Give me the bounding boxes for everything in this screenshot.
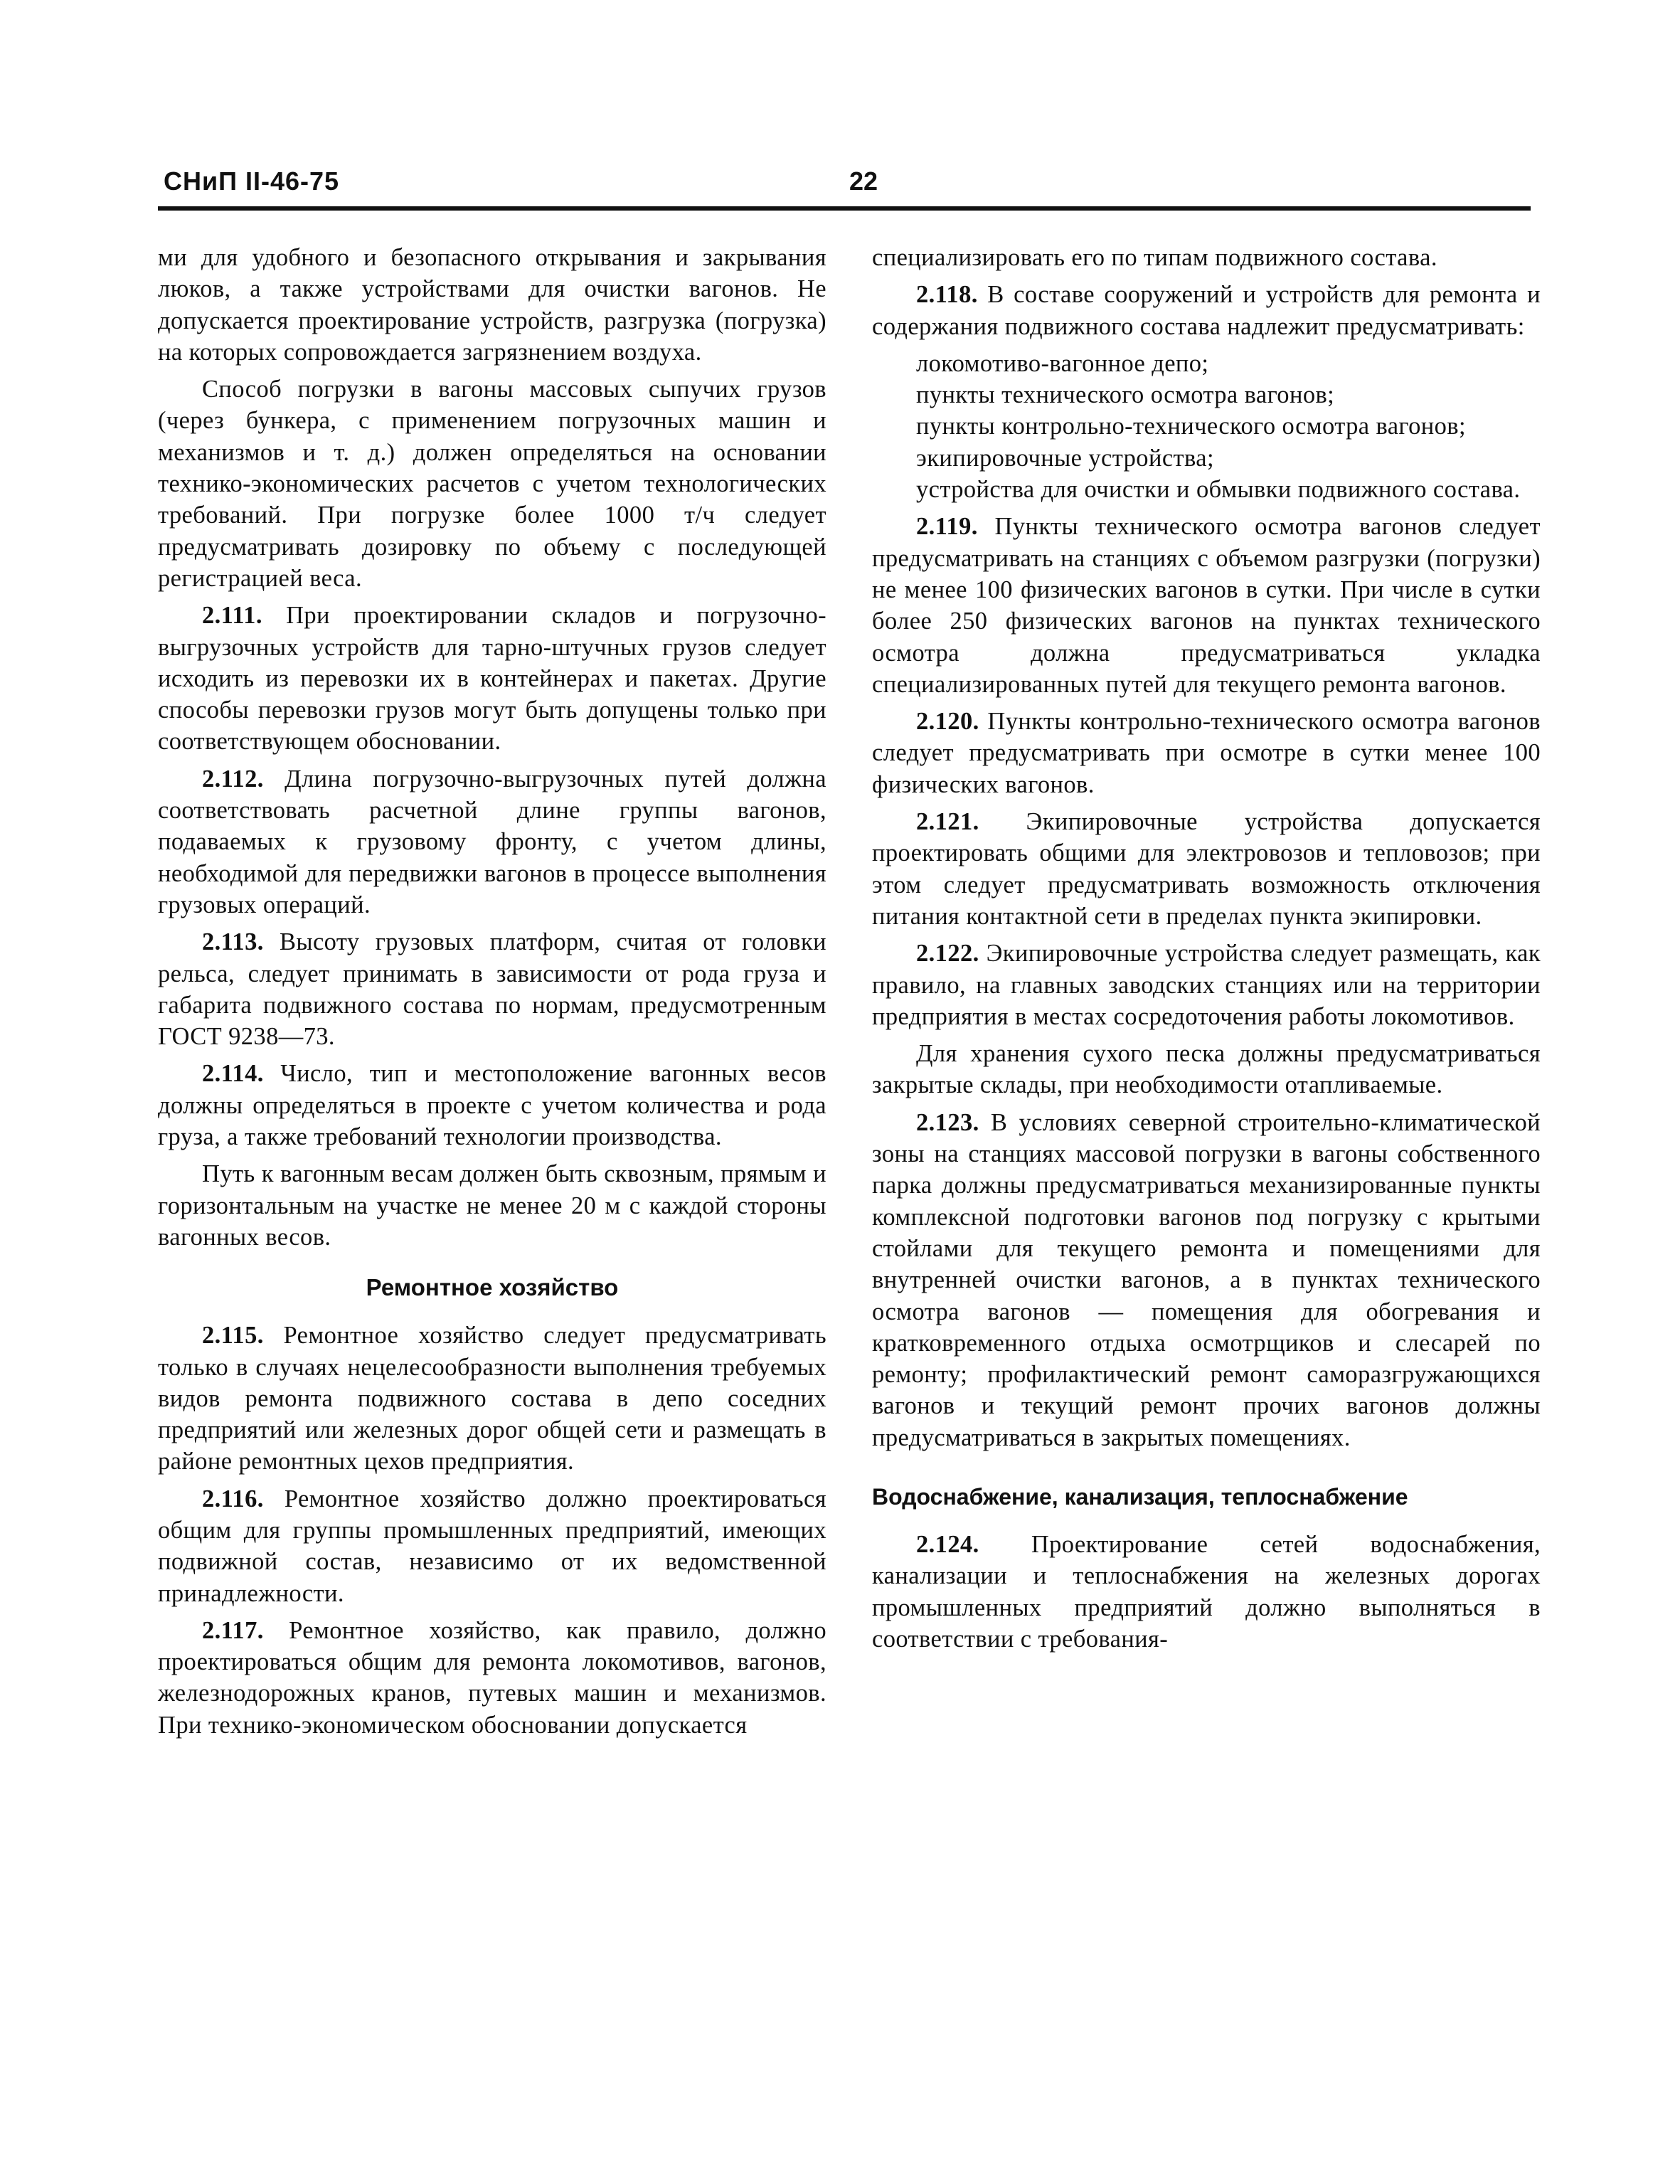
clause-number: 2.121. <box>916 808 979 836</box>
clause-number: 2.123. <box>916 1108 979 1136</box>
clause-2-115 <box>158 1320 826 1477</box>
paragraph-loading-method: Способ погрузки в вагоны массовых сыпучих грузов (через бункера, с применением погрузочных машин и механизмов и т. д.) должен определяться на основании технико-экономических расчетов с учетом технологических требований. При погрузке более 1000 т/ч следует предусматривать дозировку по объему с последующей регистрацией веса. <box>158 376 826 592</box>
clause-2-113 <box>158 926 826 1052</box>
list-item: пункты контрольно-технического осмотра вагонов; <box>916 413 1466 440</box>
clause-text: Ремонтное хозяйство, как правило, должно проектироваться общим для ремонта локомотивов, вагонов, железнодорожных кранов, путевых машин и механизмов. При технико-экономическом обосновании допускается <box>158 1616 826 1739</box>
clause-text: Проектирование сетей водоснабжения, канализации и теплоснабжения на железных дорогах промышленных предприятий должно выполняться в соответствии с требования- <box>872 1530 1541 1653</box>
paragraph-continuation: ми для удобного и безопасного открывания и закрывания люков, а также устройствами для очистки вагонов. Не допускается проектирование устройств, разгрузка (погрузка) на которых сопровождается загрязнением воздуха. <box>158 244 826 366</box>
clause-number: 2.115. <box>202 1322 264 1350</box>
left-column <box>158 242 826 2077</box>
clause-number: 2.116. <box>202 1485 264 1512</box>
clause-text: Пункты технического осмотра вагонов следует предусматривать на станциях с объемом разгрузки (погрузки) не менее 100 физических вагонов в сутки. При числе в сутки более 250 физических вагонов на пунктах технического осмотра должна предусматриваться укладка специализированных путей для текущего ремонта вагонов. <box>872 513 1541 698</box>
section-heading-water-supply: Водоснабжение, канализация, теплоснабжение <box>872 1483 1408 1510</box>
clause-2-120 <box>872 706 1541 800</box>
clause-2-119 <box>872 511 1541 700</box>
clause-2-123 <box>872 1107 1541 1453</box>
clause-number: 2.122. <box>916 940 979 968</box>
paragraph-sand-storage: Для хранения сухого песка должны предусматриваться закрытые склады, при необходимости отапливаемые. <box>872 1040 1541 1099</box>
list-item: пункты технического осмотра вагонов; <box>916 381 1335 409</box>
clause-2-118 <box>872 279 1541 342</box>
list-item: экипировочные устройства; <box>916 444 1214 472</box>
clause-2-122 <box>872 938 1541 1032</box>
document-code: СНиП II-46-75 <box>164 166 340 196</box>
clause-2-124 <box>872 1529 1541 1655</box>
clause-text: Ремонтное хозяйство следует предусматривать только в случаях нецелесообразности выполнения требуемых видов ремонта подвижного состава в депо соседних предприятий или железных дорог общей сети и размещать в районе ремонтных цехов предприятия. <box>158 1322 826 1475</box>
clause-text: В составе сооружений и устройств для ремонта и содержания подвижного состава надлежит предусматривать: <box>872 281 1541 340</box>
clause-text: Экипировочные устройства допускается проектировать общими для электровозов и тепловозов; при этом следует предусматривать возможность отключения питания контактной сети в пределах пункта экипировки. <box>872 808 1541 930</box>
clause-text: Ремонтное хозяйство должно проектироваться общим для группы промышленных предприятий, имеющих подвижной состав, независимо от их ведомственной принадлежности. <box>158 1485 826 1607</box>
clause-2-117 <box>158 1615 826 1741</box>
clause-number: 2.112. <box>202 765 264 793</box>
right-column <box>872 242 1541 2077</box>
clause-text: Экипировочные устройства следует размещать, как правило, на главных заводских станциях или на территории предприятия в местах сосредоточения работы локомотивов. <box>872 940 1541 1030</box>
clause-text: Длина погрузочно-выгрузочных путей должна соответствовать расчетной длине группы вагонов, подаваемых к грузовому фронту, с учетом длины, необходимой для передвижки вагонов в процессе выполнения грузовых операций. <box>158 765 826 918</box>
clause-number: 2.113. <box>202 928 264 956</box>
clause-number: 2.117. <box>202 1616 264 1644</box>
clause-2-116 <box>158 1483 826 1609</box>
clause-number: 2.119. <box>916 513 978 541</box>
header-rule <box>158 206 1531 211</box>
page-number: 22 <box>849 166 878 196</box>
clause-2-111 <box>158 600 826 757</box>
clause-2-114 <box>158 1058 826 1152</box>
clause-number: 2.120. <box>916 708 979 736</box>
paragraph-continuation: специализировать его по типам подвижного состава. <box>872 244 1437 271</box>
clause-number: 2.118. <box>916 281 978 309</box>
clause-number: 2.124. <box>916 1530 979 1558</box>
list-item: локомотиво-вагонное депо; <box>916 349 1209 377</box>
clause-text: Высоту грузовых платформ, считая от головки рельса, следует принимать в зависимости от рода груза и габарита подвижного состава по нормам, предусмотренным ГОСТ 9238—73. <box>158 928 826 1051</box>
clause-2-121 <box>872 806 1541 932</box>
clause-text: В условиях северной строительно-климатической зоны на станциях массовой погрузки в вагоны собственного парка должны предусматриваться механизированные пункты комплексной подготовки вагонов под погрузку с крытыми стойлами для текущего ремонта и помещениями для внутренней очистки вагонов, а в пунктах технического осмотра вагонов — помещения для обогревания и кратковременного отдыха осмотрщиков и слесарей по ремонту; профилактический ремонт саморазгружающихся вагонов и текущий ремонт прочих вагонов должны предусматриваться в закрытых помещениях. <box>872 1108 1541 1451</box>
list-item: устройства для очистки и обмывки подвижного состава. <box>916 476 1521 504</box>
paragraph-scales-path: Путь к вагонным весам должен быть сквозным, прямым и горизонтальным на участке не менее 20 м с каждой стороны вагонных весов. <box>158 1160 826 1251</box>
clause-number: 2.111. <box>202 602 262 630</box>
page-header <box>158 162 1529 205</box>
clause-text: При проектировании складов и погрузочно-выгрузочных устройств для тарно-штучных грузов следует исходить из перевозки их в контейнерах и пакетах. Другие способы перевозки грузов могут быть допущены только при соответствующем обосновании. <box>158 602 826 756</box>
clause-text: Число, тип и местоположение вагонных весов должны определяться в проекте с учетом количества и рода груза, а также требований технологии производства. <box>158 1060 826 1151</box>
clause-number: 2.114. <box>202 1060 264 1088</box>
clause-2-112 <box>158 763 826 921</box>
section-heading-repair: Ремонтное хозяйство <box>366 1274 619 1301</box>
clause-text: Пункты контрольно-технического осмотра вагонов следует предусматривать при осмотре в сутки менее 100 физических вагонов. <box>872 708 1541 798</box>
